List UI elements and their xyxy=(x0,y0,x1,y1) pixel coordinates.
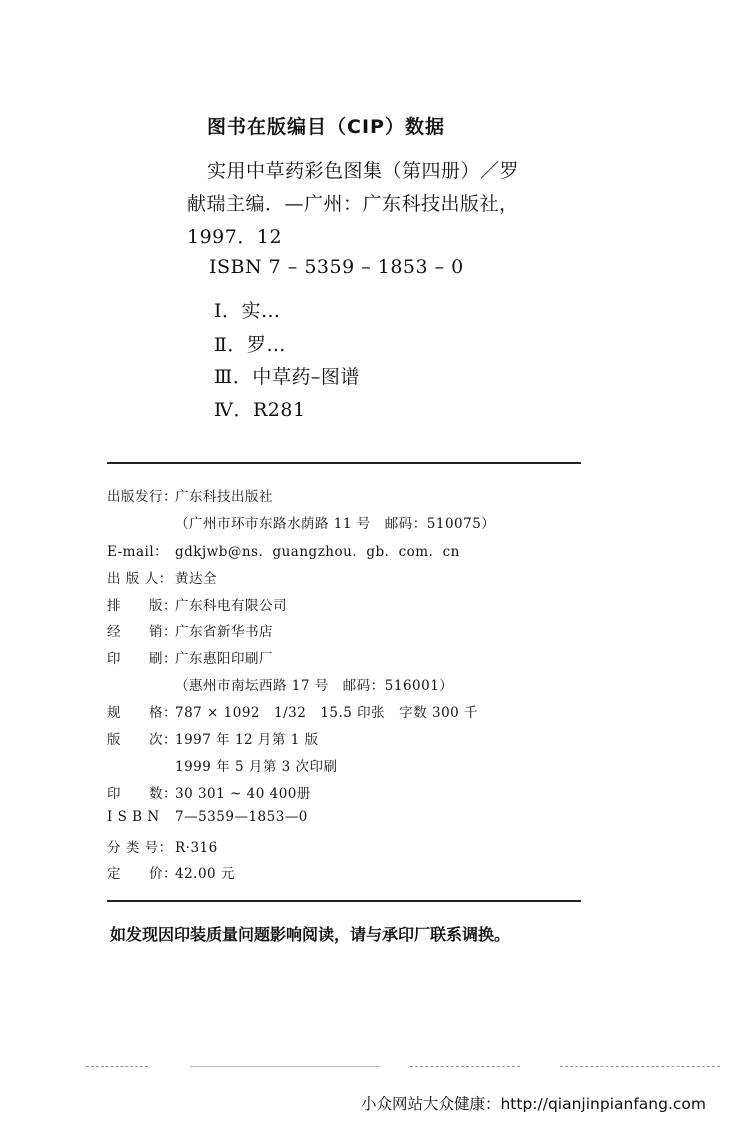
imprint-value: gdkjwb@ns．guangzhou．gb．com．cn xyxy=(175,544,460,560)
imprint-label: 印 刷： xyxy=(107,651,177,667)
imprint-value: （广州市环市东路水荫路 11 号 邮码：510075） xyxy=(175,516,496,532)
imprint-row-classification xyxy=(107,836,218,856)
imprint-row-email xyxy=(107,540,460,560)
cip-editor-publisher-line: 献瑞主编．—广州：广东科技出版社， xyxy=(187,193,519,215)
imprint-value: 42.00 元 xyxy=(175,866,235,882)
imprint-value: 广东省新华书店 xyxy=(175,624,273,640)
imprint-label: 定 价： xyxy=(107,866,177,882)
scan-noise xyxy=(86,1066,148,1067)
bottom-divider xyxy=(107,900,581,902)
imprint-row-distributor xyxy=(107,620,273,640)
imprint-label: 印 数： xyxy=(107,786,177,802)
imprint-row-typesetting xyxy=(107,594,287,614)
imprint-row-printer-address xyxy=(175,674,453,694)
imprint-value: 广东科电有限公司 xyxy=(175,598,287,614)
imprint-value: 1997 年 12 月第 1 版 xyxy=(175,732,319,748)
imprint-value: 30 301 ~ 40 400册 xyxy=(175,786,311,802)
cip-title: 图书在版编目（CIP）数据 xyxy=(207,116,445,138)
imprint-value: 787 × 1092 1/32 15.5 印张 字数 300 千 xyxy=(175,705,479,721)
scan-noise xyxy=(560,1066,720,1067)
imprint-label: 出 版 人： xyxy=(107,571,173,587)
imprint-label: 经 销： xyxy=(107,624,177,640)
cip-subject-1: Ⅰ．实… xyxy=(214,300,281,322)
top-divider xyxy=(107,462,581,464)
imprint-value: 7—5359—1853—0 xyxy=(175,809,308,825)
imprint-row-print-run xyxy=(107,782,311,802)
imprint-value: 广东惠阳印刷厂 xyxy=(175,651,273,667)
imprint-label: 排 版： xyxy=(107,598,177,614)
quality-notice: 如发现因印装质量问题影响阅读，请与承印厂联系调换。 xyxy=(110,925,511,944)
site-footer: 小众网站大众健康：http://qianjinpianfang.com xyxy=(360,1095,706,1113)
imprint-label: E-mail： xyxy=(107,544,169,560)
cip-subject-2: Ⅱ．罗… xyxy=(214,334,286,356)
imprint-value: 广东科技出版社 xyxy=(175,489,273,505)
imprint-value: 1999 年 5 月第 3 次印刷 xyxy=(175,759,338,775)
imprint-row-publisher xyxy=(107,485,273,505)
imprint-row-isbn xyxy=(107,809,308,825)
imprint-value: R·316 xyxy=(175,840,218,856)
imprint-row-printing xyxy=(175,755,338,775)
imprint-row-edition xyxy=(107,728,319,748)
cip-isbn-line: ISBN 7 – 5359 – 1853 – 0 xyxy=(209,256,464,278)
cip-subject-4: Ⅳ．R281 xyxy=(214,399,306,421)
imprint-row-publisher-address xyxy=(175,512,495,532)
imprint-label: I S B N xyxy=(107,809,160,825)
imprint-value: （惠州市南坛西路 17 号 邮码：516001） xyxy=(175,678,454,694)
cip-date-line: 1997．12 xyxy=(187,226,283,248)
cip-subject-3: Ⅲ．中草药–图谱 xyxy=(214,366,360,388)
imprint-label: 版 次： xyxy=(107,732,177,748)
imprint-label: 分 类 号： xyxy=(107,840,173,856)
imprint-label: 出版发行： xyxy=(107,489,177,505)
imprint-row-price xyxy=(107,862,235,882)
imprint-value: 黄达全 xyxy=(175,571,217,587)
imprint-row-printer xyxy=(107,647,273,667)
scan-noise xyxy=(410,1066,520,1067)
imprint-label: 规 格： xyxy=(107,705,177,721)
imprint-row-publisher-person xyxy=(107,567,217,587)
imprint-row-format xyxy=(107,701,478,721)
cip-book-title-line: 实用中草药彩色图集（第四册）／罗 xyxy=(207,160,520,182)
scan-noise xyxy=(190,1066,380,1067)
